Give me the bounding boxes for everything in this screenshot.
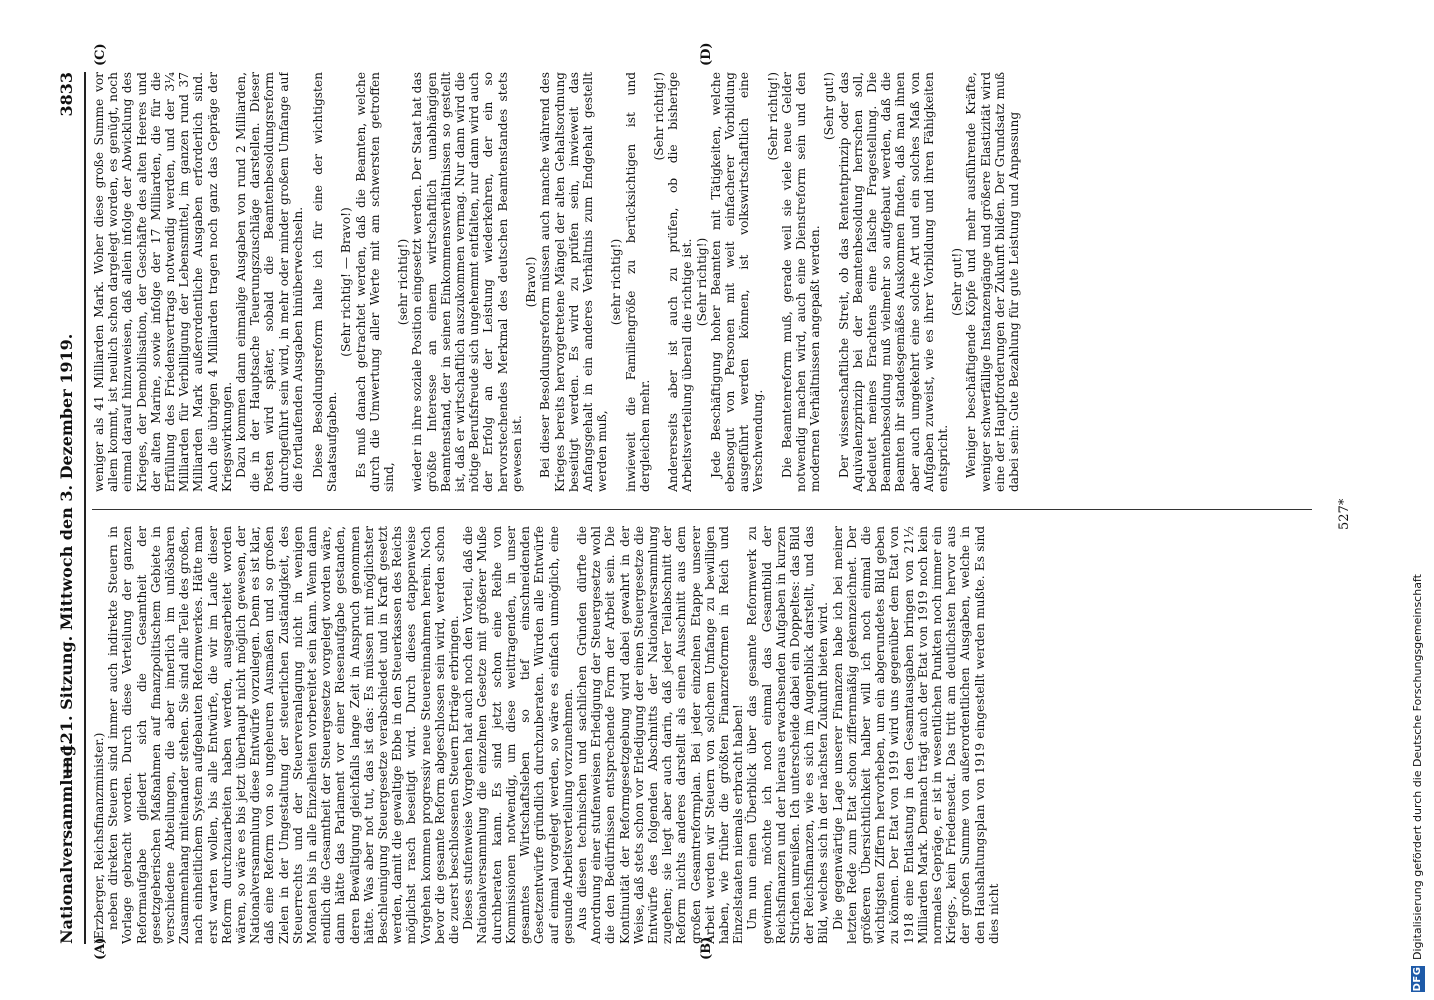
- left-column: [92, 526, 1312, 944]
- paragraph: Aus diesen technischen und sachlichen Gründen dürfte die Anordnung einer stufenweisen Erledigung der Steuergesetze wohl die den Bedürfnissen entsprechende Form der Arbeit sein. Die Kontinuität der Reformgesetzgebung wird dabei gewahrt in der Weise, daß stets schon vor Erledigung der einen Steuergesetze die Entwürfe des folgenden Abschnitts der Nationalversammlung zugehen; sie liegt aber auch darin, daß jeder Teilabschnitt der Reform nichts anderes darstellt als einen Ausschnitt aus dem großen Gesamtreformplan. Bei jeder einzelnen Etappe unserer Arbeit werden wir Steuern von solchem Umfange zu bewilligen haben, wie früher die größten Finanzreformen in Reich und Einzelstaaten niemals erbracht haben!: [574, 526, 746, 944]
- column-divider: [92, 509, 1312, 510]
- paragraph: (sehr richtig!): [609, 238, 624, 326]
- right-column: [92, 72, 1312, 492]
- paragraph: Diese Besoldungsreform halte ich für eine der wichtigsten Staatsaufgaben.: [311, 72, 340, 492]
- paragraph: (Sehr gut!): [822, 72, 837, 141]
- margin-mark-b: (B): [699, 936, 714, 960]
- paragraph: (Sehr richtig!): [694, 237, 709, 327]
- paragraph: Es muß danach getrachtet werden, daß die Beamten, welche durch die Umwertung aller Werte mit am schwersten getroffen sind,: [353, 72, 397, 492]
- paragraph: Um nun einen Überblick über das gesamte Reformwerk zu gewinnen, möchte ich noch einmal das Gesamtbild der Reichsfinanzen und der hieraus erwachsenden Aufgaben in kurzen Strichen umreißen. Ich unterscheide dabei ein Doppeltes: das Bild der Reichsfinanzen, wie es sich im Augenblick darstellt, und das Bild, welches sich in der nächsten Zukunft bieten wird.: [745, 526, 831, 944]
- paragraph: (Sehr richtig!): [765, 72, 780, 161]
- dfg-logo: DFG: [1412, 966, 1423, 992]
- paragraph: Die gegenwärtige Lage unserer Finanzen habe ich bei meiner letzten Rede zum Etat schon ziffernmäßig gekennzeichnet. Der größeren Übersichtlichkeit halber will ich noch einmal die wichtigsten Ziffern hervorheben, um ein abgerundetes Bild geben zu können. Der Etat von 1919 wird uns gegenüber dem Etat von 1918 eine Entlastung in den Gesamtausgaben bringen von 21½ Milliarden Mark. Demnach trägt auch der Etat von 1919 noch kein normales Gepräge, er ist in wesentlichen Punkten noch immer ein Kriegs-, kein Friedensetat. Das tritt am deutlichsten hervor aus der großen Summe von außerordentlichen Ausgaben, welche in den Haushaltungsplan von 1919 eingestellt werden mußte. Es sind dies nicht: [830, 526, 1001, 944]
- paragraph: Andererseits aber ist auch zu prüfen, ob die bisherige Arbeitsverteilung überall die richtige ist.: [666, 72, 695, 492]
- page-header: [57, 72, 82, 944]
- header-page-number: 3833: [57, 72, 76, 117]
- digitization-footer: [1410, 0, 1428, 1000]
- paragraph: (Sehr gut!): [950, 247, 965, 317]
- paragraph: (Erzberger, Reichsfinanzminister.): [92, 732, 106, 944]
- paragraph: Der wissenschaftliche Streit, ob das Rententprinzip oder das Aquivalenzprinzip bei der Beamtenbesoldung herrschen soll, bedeutet meines Erachtens eine falsche Fragestellung. Die Beamtenbesoldung muß vielmehr so aufgebaut werden, daß die Beamten ihr standesgemäßes Auskommen finden, daß man ihnen aber auch umgekehrt eine solche Art und ein solches Maß von Aufgaben zuweist, wie es ihrer Vorbildung und ihren Fähigkeiten entspricht.: [836, 72, 950, 492]
- paragraph: neben direkten Steuern sind immer auch indirekte Steuern in Vorlage gebracht worden. Durch diese Verteilung der ganzen Reformaufgabe gliedert sich die Gesamtheit der gesetzgeberischen Maßnahmen auf finanzpolitischem Gebiete in verschiedene Abteilungen, die aber innerlich im unlösbaren Zusammenhang miteinander stehen. Sie sind alle Teile des großen, nach einheitlichem System aufgebauten Reformwerkes. Hätte man erst warten wollen, bis alle Entwürfe, die wir im Laufe dieser Reform durchzuarbeiten haben werden, ausgearbeitet worden wären, so wäre es bis jetzt überhaupt nicht möglich gewesen, der Nationalversammlung diese Entwürfe vorzulegen. Denn es ist klar, daß eine Reform von so ungeheuren Ausmaßen und so großen Zielen in der Umgestaltung der steuerlichen Zuständigkeit, des Steuerrechts und der Steuerveranlagung nicht in wenigen Monaten bis in alle Einzelheiten vorbereitet sein kann. Wenn dann endlich die Gesamtheit der Steuergesetze vorgelegt worden wäre, dann hätte das Parlament vor einer Riesenaufgabe gestanden, deren Bewältigung gleichfalls lange Zeit in Anspruch genommen hätte. Was aber not tut, das ist das: Es müssen mit möglichster Beschleunigung Steuergesetze verabschiedet und in Kraft gesetzt werden, damit die gewaltige Ebbe in den Steuerkassen des Reichs möglichst rasch beseitigt wird. Durch dieses etappenweise Vorgehen kommen progressiv neue Steuereinnahmen herein. Noch bevor die gesamte Reform abgeschlossen sein wird, werden schon die zuerst beschlossenen Steuern Erträge erbringen.: [106, 526, 462, 944]
- margin-mark-d: (D): [699, 42, 714, 66]
- header-assembly: Nationalversammlung.: [57, 739, 76, 944]
- paragraph: inwieweit die Familiengröße zu berücksichtigen ist und dergleichen mehr.: [623, 72, 652, 492]
- header-session-date: — 121. Sitzung. Mittwoch den 3. Dezember 1919.: [57, 333, 76, 776]
- margin-mark-a: (A): [93, 937, 108, 960]
- paragraph: weniger als 41 Milliarden Mark. Woher diese große Summe vor allem kommt, ist neulich schon dargelegt worden, es genügt, noch einmal darauf hinzuweisen, daß allein infolge der Abwicklung des Krieges, der Demobilisation, der Geschäfte des alten Heeres und der alten Marine, sowie infolge der 17 Milliarden, die für die Erfüllung des Friedensvertrags notwendig werden, und der 3¼ Milliarden für Verbilligung der Lebensmittel, im ganzen rund 37 Milliarden Mark außerordentliche Ausgaben erforderlich sind. Auch die übrigen 4 Milliarden tragen noch ganz das Gepräge der Kriegswirkungen.: [92, 72, 234, 492]
- paragraph: (Sehr richtig! — Bravo!): [339, 207, 354, 357]
- paragraph: Weniger beschäftigende Köpfe und mehr ausführende Kräfte, weniger schwerfällige Instanzengänge und größere Elastizität wird eine der Hauptforderungen der Zukunft bilden. Der Grundsatz muß dabei sein: Gute Bezahlung für gute Leistung und Anpassung: [964, 72, 1021, 492]
- paragraph: Die Beamtenreform muß, gerade weil sie viele neue Gelder notwendig machen wird, auch eine Dienstreform sein und den modernen Verhältnissen angepaßt werden.: [779, 72, 823, 492]
- paragraph: Dazu kommen dann einmalige Ausgaben von rund 2 Milliarden, die in der Hauptsache Teuerungszuschläge darstellen. Dieser Posten wird später, sobald die Beamtenbesoldungsreform durchgeführt sein wird, in mehr oder minder großem Umfange auf die fortlaufenden Ausgaben hinüberwechseln.: [234, 72, 305, 492]
- header-rule: [84, 72, 86, 944]
- paragraph: Dieses stufenweise Vorgehen hat auch noch den Vorteil, daß die Nationalversammlung die einzelnen Gesetze mit größerer Muße durchberaten kann. Es sind jetzt schon eine Reihe von Kommissionen notwendig, um diese weittragenden, in unser gesamtes Wirtschaftsleben so tief einschneidenden Gesetzentwürfe gründlich durchzuberaten. Würden alle Entwürfe auf einmal vorgelegt werden, so wäre es einfach unmöglich, eine gesunde Arbeitsverteilung vorzunehmen.: [461, 526, 575, 944]
- paragraph: (sehr richtig!): [396, 238, 411, 326]
- paragraph: Bei dieser Besoldungsreform müssen auch manche während des Krieges bereits hervorgetretene Mängel der alten Gehaltsordnung beseitigt werden. Es wird zu prüfen sein, inwieweit das Anfangsgehalt in ein anderes Verhältnis zum Endgehalt gestellt werden muß,: [538, 72, 610, 492]
- paragraph: Jede Beschäftigung hoher Beamten mit Tätigkeiten, welche ebensogut von Personen mit weit einfacherer Vorbildung ausgeführt werden können, ist volkswirtschaftlich eine Verschwendung.: [708, 72, 766, 492]
- bottom-page-number: 527*: [1337, 498, 1352, 530]
- paragraph: wieder in ihre soziale Position eingesetzt werden. Der Staat hat das größte Interesse an einem wirtschaftlich unabhängigen Beamtenstand, der in seinen Einkommensverhältnissen so gestellt ist, daß er wirtschaftlich auszukommen vermag. Nur dann wird die nötige Berufsfreude sich ungehemmt entfalten, nur dann wird auch der Erfolg an der Leistung wiederkehren, der ein so hervorstechendes Merkmal des deutschen Beamtenstandes stets gewesen ist.: [410, 72, 524, 492]
- margin-mark-c: (C): [93, 43, 108, 66]
- paragraph: (Bravo!): [524, 256, 539, 308]
- funding-notice: Digitalisierung gefördert durch die Deutsche Forschungsgemeinschaft: [1411, 574, 1424, 960]
- paragraph: (Sehr richtig!): [651, 72, 666, 161]
